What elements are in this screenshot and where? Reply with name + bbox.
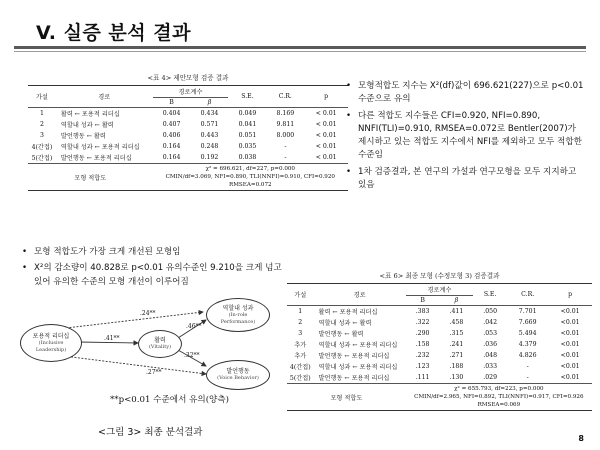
- arrow-leader-perf: [66, 312, 203, 328]
- table-row: 5(간접) 발언행동 ← 포용적 리더십 .111 .130 .029 - <0.01: [289, 374, 580, 382]
- col-b: B: [420, 297, 425, 304]
- table-proposed-model: [28, 72, 348, 191]
- table-row: 4(간접) 역할내 성과 ← 포용적 리더십 .123 .188 .033 - <0.01: [289, 363, 580, 371]
- table-row: 1 활력 ← 포용적 리더십 .383 .411 .050 7.701 <0.01: [287, 306, 592, 318]
- col-beta: β: [207, 99, 212, 106]
- fit-label: 모형 적합도: [287, 384, 406, 411]
- stat-table: [287, 283, 592, 411]
- slide-title: V. 실증 분석 결과: [36, 22, 191, 44]
- col-se: S.E.: [228, 86, 266, 108]
- node-inrole-performance: 역할내 성과 (In-role Performance): [206, 298, 270, 332]
- table-row: 2 역할내 성과 ← 활력 .322 .458 .042 7.669 <0.01: [298, 319, 580, 327]
- col-p: p: [304, 86, 348, 108]
- table-row: 2 역할내 성과 ← 활력 0.407 0.571 0.041 9.811 < 0.01: [39, 121, 337, 129]
- fit-row: [287, 384, 592, 411]
- bullet-item: • 모형적합도 지수는 X²(df)값이 696.621(227)으로 p<0.01 수준으로 유의: [346, 80, 586, 106]
- fit-values: χ² = 655.793, df=223, p=0.000 CMIN/df=2.965, NFI=0.892, TLI(NNFI)=0.917, CFI=0.926 RMSEA=0.069: [406, 384, 592, 411]
- table-caption: <표 4> 제안모형 검증 결과: [147, 74, 229, 82]
- coef-vitality-perf: .46**: [186, 323, 202, 330]
- coef-leader-voice: .27**: [146, 369, 162, 376]
- bullets-left: [22, 245, 292, 291]
- col-se: S.E.: [473, 284, 507, 306]
- col-b: B: [169, 99, 174, 106]
- figure-caption: <그림 3> 최종 분석결과: [98, 427, 203, 438]
- table-caption: <표 6> 최종 모형 (수정모형 3) 검증결과: [379, 272, 500, 280]
- col-p: p: [548, 284, 592, 306]
- col-coef: 경로계수: [153, 86, 229, 98]
- slide-title-bar: [14, 12, 586, 46]
- col-coef: 경로계수: [406, 284, 474, 296]
- col-cr: C.R.: [507, 284, 548, 306]
- page-number: 8: [578, 434, 584, 443]
- arrow-leader-vitality: [78, 342, 138, 343]
- fit-row: [28, 164, 348, 191]
- table-final-model: [287, 270, 592, 411]
- node-voice-behavior: 발언행동 (Voice Behavior): [206, 360, 270, 390]
- table-row: 추가 역할내 성과 ← 포용적 리더십 .158 .241 .036 4.379 <0.01: [294, 341, 580, 349]
- coef-leader-perf: .24**: [140, 310, 156, 317]
- col-hypothesis: 가설: [28, 86, 56, 108]
- table-row: 5(간접) 발언행동 ← 포용적 리더십 0.164 0.192 0.038 - < 0.01: [31, 154, 337, 162]
- stat-table: [28, 85, 348, 191]
- table-row: 1 활력 ← 포용적 리더십 0.404 0.434 0.049 8.169 < 0.01: [28, 108, 348, 120]
- table-row: 추가 발언행동 ← 포용적 리더십 .232 .271 .048 4.826 <0.01: [294, 352, 580, 360]
- title-underline: [14, 46, 586, 49]
- coef-leader-vitality: .41**: [104, 335, 120, 342]
- table-row: 3 발언행동 ← 활력 .290 .315 .053 5.494 <0.01: [298, 330, 580, 338]
- col-hypothesis: 가설: [287, 284, 314, 306]
- title-underline-thin: [14, 51, 586, 52]
- bullet-item: • 1차 검증결과, 본 연구의 가설과 연구모형을 모두 지지하고 있음: [346, 166, 586, 192]
- path-diagram: [20, 298, 290, 400]
- bullet-item: • 모형 적합도가 가장 크게 개선된 모형임: [22, 245, 292, 259]
- fit-label: 모형 적합도: [28, 164, 153, 191]
- col-path: 경로: [314, 284, 406, 306]
- col-beta: β: [454, 297, 459, 304]
- bullets-right: [346, 80, 586, 196]
- fit-values: χ² = 696.621, df=227, p=0.000 CMIN/df=3.069, NFI=0.890, TLI(NNFI)=0.910, CFI=0.920 RMSEA=0.072: [153, 164, 348, 191]
- bullet-item: • 다른 적합도 지수들은 CFI=0.920, NFI=0.890, NNFI(TLI)=0.910, RMSEA=0.072로 Bentler(2007)가 제시하고 있는 적합도 지수에서 NFI를 제외하고 모두 적합한 수준임: [346, 110, 586, 162]
- node-vitality: 활력 (Vitality): [138, 330, 182, 358]
- table-row: 4(간접) 역할내 성과 ← 포용적 리더십 0.164 0.248 0.035 - < 0.01: [31, 143, 337, 151]
- col-path: 경로: [56, 86, 153, 108]
- col-cr: C.R.: [266, 86, 304, 108]
- table-row: 3 발언행동 ← 활력 0.406 0.443 0.051 8.000 < 0.01: [39, 132, 337, 140]
- bullet-item: • X²의 감소량이 40.828로 p<0.01 유의수준인 9.210을 크게 넘고 있어 유의한 수준의 모형 개선이 이루어짐: [22, 261, 292, 289]
- node-inclusive-leadership: 포용적 리더십 (Inclusive Leadership): [20, 324, 82, 362]
- significance-note: **p<0.01 수준에서 유의(양측): [110, 395, 230, 405]
- coef-vitality-voice: .32**: [184, 352, 200, 359]
